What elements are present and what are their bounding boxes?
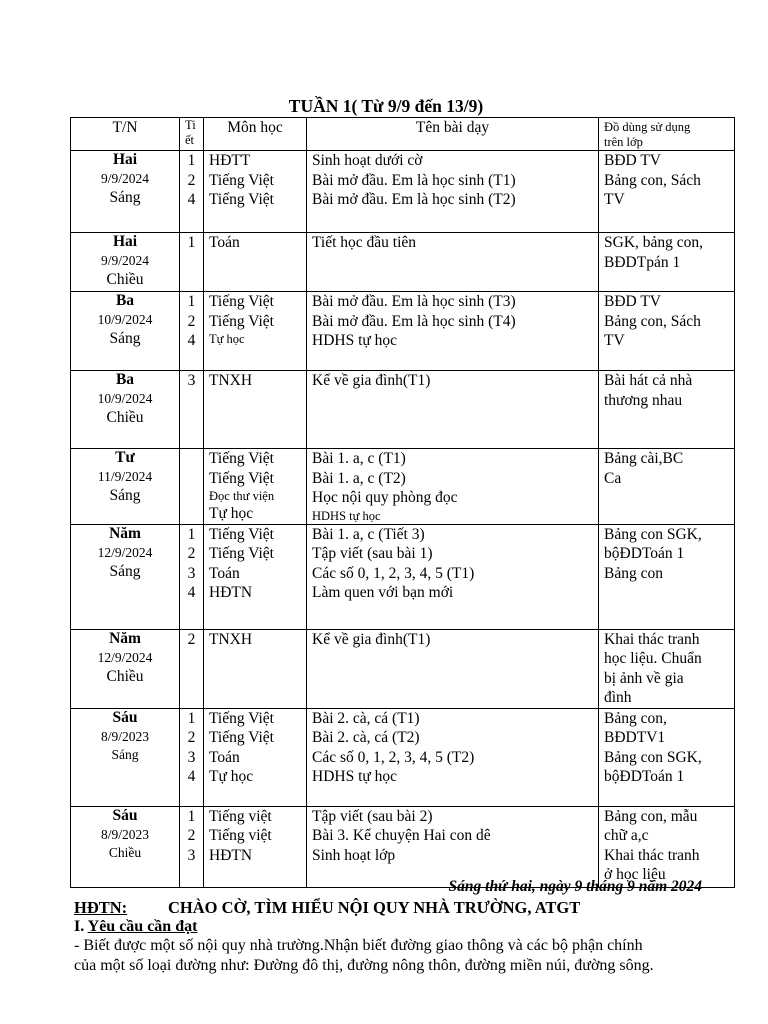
subject-cell [204,233,307,292]
day-date: 11/9/2024 [97,469,153,484]
period-cell-line: 4 [187,584,196,601]
subject-cell-line: TNXH [209,372,253,389]
period-cell-line: 4 [187,768,196,785]
lesson-cell-line: Bài mở đầu. Em là học sinh (T3) [312,293,516,310]
subject-cell-line: Toán [209,564,240,582]
day-cell [71,449,180,525]
day-session: Sáng [109,487,141,504]
lesson-cell-line: Tập viết (sau bài 1) [312,545,433,562]
materials-cell-line: bộĐDToán 1 [604,768,685,785]
lesson-cell-line: Học nội quy phòng đọc [312,489,458,506]
materials-cell-line: học liệu. Chuẩn [604,650,702,667]
period-cell [180,708,204,806]
subject-cell-line: HĐTN [209,846,253,864]
materials-cell [599,371,735,449]
period-cell-line: 2 [187,312,196,330]
section-title: Yêu cầu cần đạt [87,918,198,935]
period-cell [180,371,204,449]
period-cell [180,629,204,708]
day-cell [71,708,180,806]
subject-cell-line: Tiếng Việt [209,525,274,543]
subject-cell-line: HĐTT [209,152,251,169]
period-cell-line: 1 [187,152,196,169]
materials-cell-line: ở học liệu [604,866,666,883]
lesson-cell-line: Sinh hoạt lớp [312,846,396,864]
schedule-row [71,233,735,292]
lesson-cell [307,629,599,708]
subject-cell [204,708,307,806]
lesson-cell-line: HDHS tự học [312,768,398,785]
subject-cell-line: Toán [209,748,240,766]
section-heading [74,918,197,936]
lesson-cell [307,233,599,292]
day-date: 10/9/2024 [97,312,153,327]
day-name: Ba [115,292,135,309]
subject-cell [204,806,307,887]
materials-cell [599,708,735,806]
materials-cell [599,806,735,887]
lesson-cell-line: Làm quen với bạn mới [312,584,454,601]
subject-cell-line: Tiếng việt [209,827,272,844]
subject-cell-line: Tự học [209,332,245,346]
day-session: Sáng [109,189,141,206]
schedule-row [71,524,735,629]
day-cell [71,371,180,449]
day-date: 9/9/2024 [100,253,149,268]
subject-cell-line: Tiếng Việt [209,545,274,562]
lesson-cell [307,524,599,629]
period-cell-line: 4 [187,332,196,349]
header-do-dung: Đồ dùng sử dụng trên lớp [599,118,735,151]
materials-cell-line: Bài hát cả nhà [604,372,693,389]
schedule-body [71,151,735,888]
day-session: Chiều [106,409,144,426]
lesson-cell-line: Bài 2. cà, cá (T1) [312,709,420,727]
materials-cell [599,233,735,292]
header-mon-hoc: Môn học [204,118,307,151]
day-name: Tư [115,449,135,466]
subject-cell [204,371,307,449]
period-cell [180,233,204,292]
period-cell-line: 3 [187,564,196,582]
subject-cell-line: Tự học [209,505,254,522]
day-name: Sáu [112,806,138,824]
period-cell [180,292,204,371]
lesson-cell [307,449,599,525]
paragraph-line: của một số loại đường như: Đường đô thị, đường nông thôn, đường miền núi, đường sông. [74,957,654,974]
period-cell-line: 1 [187,525,196,543]
header-ten-bai-day: Tên bài dạy [307,118,599,151]
schedule-table [70,117,735,888]
materials-cell-line: Ca [604,469,622,487]
objective-paragraph [74,936,734,976]
subject-cell-line: Tiếng Việt [209,729,274,746]
schedule-row [71,708,735,806]
lesson-cell-line: Các số 0, 1, 2, 3, 4, 5 (T2) [312,748,475,766]
day-date: 8/9/2023 [100,728,149,744]
schedule-row [71,806,735,887]
materials-cell-line: Bảng con, [604,709,667,727]
lesson-cell-line: Bài 1. a, c (T1) [312,450,406,467]
lesson-cell-line: Bài 3. Kể chuyện Hai con dê [312,827,491,844]
lesson-cell [307,708,599,806]
materials-cell-line: Bảng con, mẫu [604,807,698,825]
subject-cell [204,449,307,525]
period-cell-line: 1 [187,293,196,310]
subject-cell-line: TNXH [209,630,253,648]
lesson-cell-line: Kể về gia đình(T1) [312,630,431,648]
day-name: Ba [115,371,135,388]
materials-cell-line: BĐD TV [604,293,661,310]
schedule-row [71,371,735,449]
materials-cell [599,629,735,708]
materials-cell-line: bộĐDToán 1 [604,545,685,562]
lesson-cell-line: Bài mở đầu. Em là học sinh (T2) [312,191,516,208]
subject-cell [204,292,307,371]
materials-cell-line: Bảng con [604,564,663,582]
subject-cell-line: Đọc thư viện [209,489,275,503]
schedule-row [71,449,735,525]
materials-cell-line: TV [604,191,625,208]
period-cell-line: 3 [187,846,196,864]
header-tiet: Ti ết [180,118,204,151]
date-line: Sáng thứ hai, ngày 9 tháng 9 năm 2024 [448,878,702,895]
schedule-row [71,629,735,708]
subject-cell [204,151,307,233]
materials-cell-line: đình [604,689,632,706]
period-cell-line: 2 [187,545,196,562]
lesson-cell-line: Sinh hoạt dưới cờ [312,152,423,169]
subject-cell-line: Tiếng Việt [209,709,274,727]
period-cell [180,806,204,887]
activity-title: CHÀO CỜ, TÌM HIỂU NỘI QUY NHÀ TRƯỜNG, ATGT [168,898,581,917]
day-session: Sáng [109,562,141,580]
materials-cell-line: Bảng con, Sách [604,171,701,189]
paragraph-line: - Biết được một số nội quy nhà trường.Nhận biết đường giao thông và các bộ phận chính [74,937,643,954]
period-cell-line: 1 [187,807,196,825]
subject-cell [204,629,307,708]
materials-cell-line: BĐDTV1 [604,729,666,746]
day-cell [71,233,180,292]
day-session: Chiều [108,844,142,860]
section-number: I. [74,918,88,935]
day-name: Sáu [112,708,138,726]
period-cell [180,151,204,233]
week-title: TUẦN 1( Từ 9/9 đến 13/9) [288,96,484,116]
day-cell [71,292,180,371]
lesson-cell [307,292,599,371]
materials-cell-line: Bảng con SGK, [604,525,702,543]
activity-heading [74,898,581,918]
period-cell-line: 4 [187,191,196,208]
subject-cell [204,524,307,629]
materials-cell-line: bị ảnh về gia [604,669,684,687]
materials-cell-line: Khai thác tranh [604,846,700,864]
lesson-cell-line: Các số 0, 1, 2, 3, 4, 5 (T1) [312,564,475,582]
day-cell [71,524,180,629]
subject-cell-line: Tiếng Việt [209,450,274,467]
subject-cell-line: Tiếng việt [209,807,272,825]
day-session: Sáng [109,330,141,347]
materials-cell-line: chữ a,c [604,827,649,844]
header-tn: T/N [71,118,180,151]
period-cell-line: 1 [187,709,196,727]
materials-cell-line: Khai thác tranh [604,630,700,648]
lesson-cell-line: Bài 2. cà, cá (T2) [312,729,420,746]
day-cell [71,806,180,887]
materials-cell [599,524,735,629]
materials-cell-line: thương nhau [604,391,683,409]
day-name: Hai [112,151,138,168]
day-date: 8/9/2023 [100,826,149,842]
subject-cell-line: Tiếng Việt [209,469,274,487]
materials-cell-line: Bảng con, Sách [604,312,701,330]
day-name: Hai [112,233,138,250]
subject-cell-line: Tự học [209,768,254,785]
subject-cell-line: Tiếng Việt [209,191,274,208]
materials-cell [599,151,735,233]
subject-cell-line: Tiếng Việt [209,293,274,310]
day-name: Năm [109,629,141,647]
period-cell-line: 1 [187,234,196,251]
period-cell-line: 2 [187,630,196,648]
period-cell-line: 2 [187,827,196,844]
lesson-cell-line: Kể về gia đình(T1) [312,372,431,389]
day-session: Chiều [106,271,144,288]
day-session: Chiều [106,667,144,685]
lesson-cell-line: HDHS tự học [312,332,398,349]
lesson-cell-line: Bài mở đầu. Em là học sinh (T1) [312,171,516,189]
day-date: 9/9/2024 [100,171,149,186]
subject-cell-line: Tiếng Việt [209,171,274,189]
lesson-cell [307,806,599,887]
materials-cell-line: Bảng cài,BC [604,450,684,467]
subject-cell-line: Toán [209,234,240,251]
period-cell-line: 3 [187,748,196,766]
materials-cell-line: SGK, bảng con, [604,234,704,251]
day-date: 12/9/2024 [97,649,153,665]
day-cell [71,629,180,708]
materials-cell-line: Bảng con SGK, [604,748,702,766]
subject-cell-line: HĐTN [209,584,253,601]
lesson-cell-line: Tập viết (sau bài 2) [312,807,433,825]
day-name: Năm [109,524,141,542]
period-cell-line: 2 [187,171,196,189]
day-date: 10/9/2024 [97,391,153,406]
materials-cell-line: BĐDTpán 1 [604,253,681,271]
period-cell [180,449,204,525]
lesson-cell-line: HDHS tự học [312,508,381,523]
lesson-cell [307,151,599,233]
lesson-cell-line: Tiết học đầu tiên [312,234,417,251]
schedule-row [71,292,735,371]
period-cell [180,524,204,629]
period-cell-line: 2 [187,729,196,746]
period-cell-line: 3 [187,372,196,389]
lesson-cell-line: Bài 1. a, c (T2) [312,469,406,487]
materials-cell-line: BĐD TV [604,152,661,169]
schedule-row [71,151,735,233]
lesson-cell-line: Bài 1. a, c (Tiết 3) [312,525,425,543]
materials-cell [599,292,735,371]
day-session: Sáng [111,746,139,762]
materials-cell [599,449,735,525]
activity-label: HĐTN: [74,898,128,917]
day-cell [71,151,180,233]
materials-cell-line: TV [604,332,625,349]
day-date: 12/9/2024 [97,544,153,560]
lesson-cell [307,371,599,449]
lesson-cell-line: Bài mở đầu. Em là học sinh (T4) [312,312,516,330]
subject-cell-line: Tiếng Việt [209,312,274,330]
